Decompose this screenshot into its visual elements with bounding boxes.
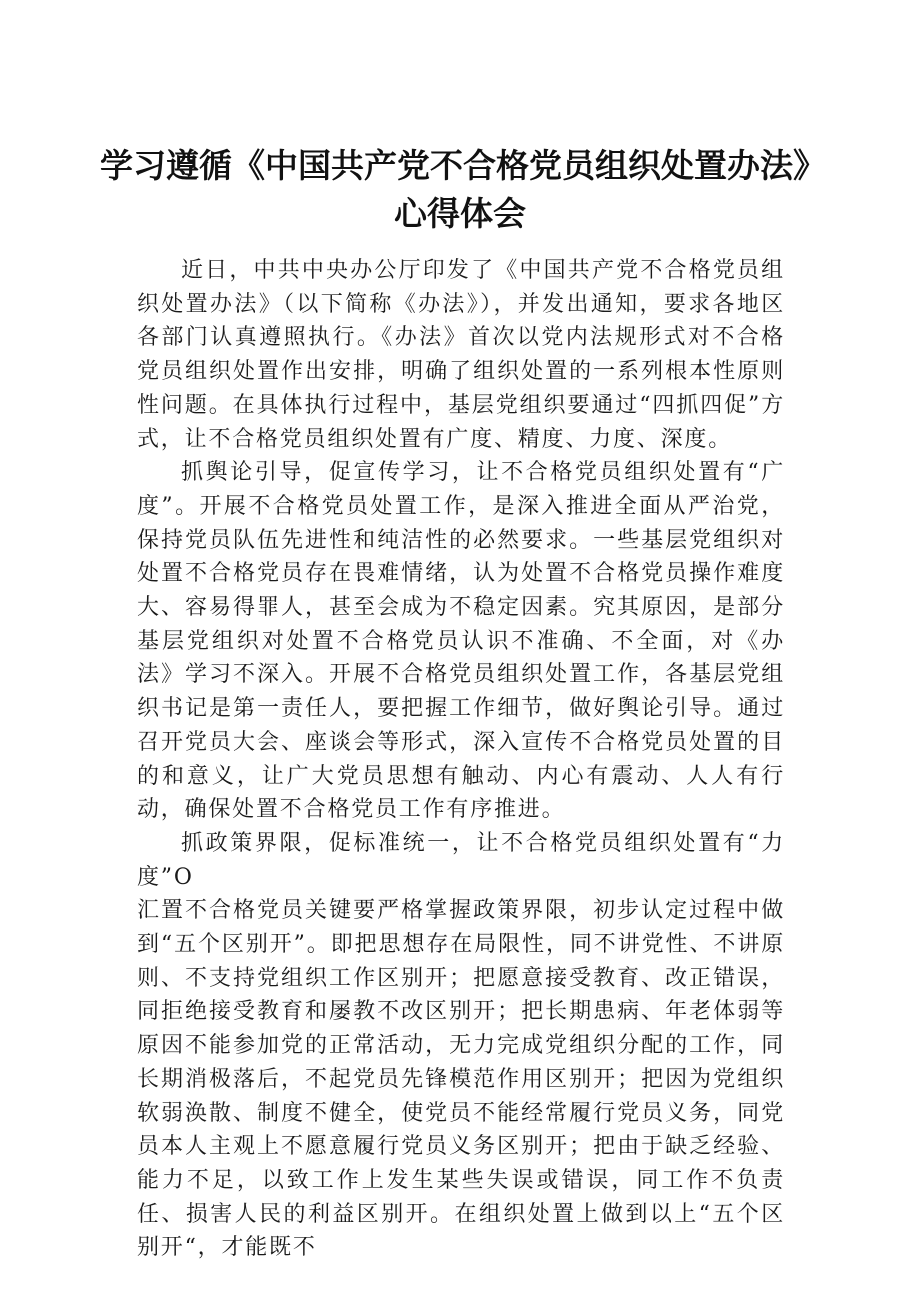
paragraph-guangdu: 抓舆论引导，促宣传学习，让不合格党员组织处置有“广度”。开展不合格党员处置工作，是深入推进全面从严治党，保持党员队伍先进性和纯洁性的必然要求。一些基层党组织对处置不合格党员存在畏难情绪，认为处置不合格党员操作难度大、容易得罪人，甚至会成为不稳定因素。究其原因，是部分基层党组织对处置不合格党员认识不准确、不全面，对《办法》学习不深入。开展不合格党员组织处置工作，各基层党组织书记是第一责任人，要把握工作细节，做好舆论引导。通过召开党员大会、座谈会等形式，深入宣传不合格党员处置的目的和意义，让广大党员思想有触动、内心有震动、人人有行动，确保处置不合格党员工作有序推进。 [137,460,785,823]
paragraph-lidu-heading: 抓政策界限，促标准统一，让不合格党员组织处置有“力度”O [137,830,785,890]
document-title-line-2: 心得体会 [394,194,526,233]
document-body [137,254,785,1265]
document-title-line-1: 学习遵循《中国共产党不合格党员组织处置办法》 [100,146,826,185]
paragraph-intro: 近日，中共中央办公厅印发了《中国共产党不合格党员组织处置办法》（以下简称《办法》），并发出通知，要求各地区各部门认真遵照执行。《办法》首次以党内法规形式对不合格党员组织处置作出安排，明确了组织处置的一系列根本性原则性问题。在具体执行过程中，基层党组织要通过“四抓四促”方式，让不合格党员组织处置有广度、精度、力度、深度。 [137,258,785,452]
paragraph-lidu-body: 汇置不合格党员关键要严格掌握政策界限，初步认定过程中做到“五个区别开”。即把思想存在局限性，同不讲党性、不讲原则、不支持党组织工作区别开；把愿意接受教育、改正错误，同拒绝接受教育和屡教不改区别开；把长期患病、年老体弱等原因不能参加党的正常活动，无力完成党组织分配的工作，同长期消极落后，不起党员先锋模范作用区别开；把因为党组织软弱涣散、制度不健全，使党员不能经常履行党员义务，同党员本人主观上不愿意履行党员义务区别开；把由于缺乏经验、能力不足，以致工作上发生某些失误或错误，同工作不负责任、损害人民的利益区别开。在组织处置上做到以上“五个区别开“，才能既不 [137,898,785,1261]
